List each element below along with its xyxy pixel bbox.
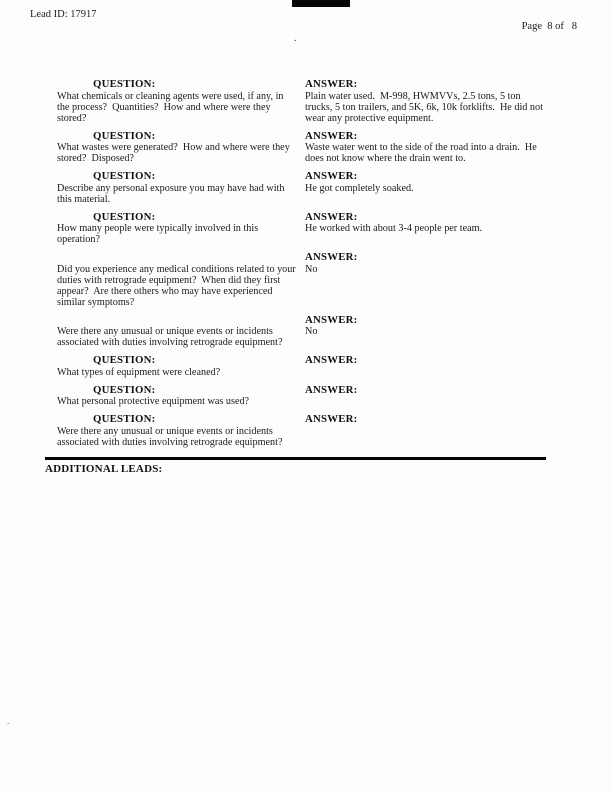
qa-text-line xyxy=(57,396,551,407)
question-label xyxy=(57,251,303,264)
question-label: QUESTION: xyxy=(93,383,156,396)
question-label: QUESTION: xyxy=(93,210,156,223)
answer-text: No xyxy=(305,263,318,275)
question-label xyxy=(57,314,303,327)
qa-item xyxy=(57,170,551,205)
qa-item xyxy=(57,130,551,165)
question-text: What types of equipment were cleaned? xyxy=(57,366,221,378)
qa-text-line xyxy=(57,426,551,448)
question-text: How many people were typically involved in this operation? xyxy=(57,223,261,245)
redaction-bar xyxy=(292,0,350,7)
qa-text-line xyxy=(57,326,551,348)
answer-label: ANSWER: xyxy=(305,78,358,90)
qa-heading-line xyxy=(57,354,551,367)
qa-heading-line xyxy=(57,413,551,426)
question-text: Were there any unusual or unique events or incidents associated with duties involving retrograde equipment? xyxy=(57,425,283,448)
answer-text: He worked with about 3-4 people per team. xyxy=(305,223,483,234)
answer-label: ANSWER: xyxy=(305,129,358,142)
answer-text: Plain water used. M-998, HWMVVs, 2.5 tons, 5 ton trucks, 5 ton trailers, and 5K, 6k, 10k forklifts. He did not wear any protective equipment. xyxy=(305,90,546,124)
question-label: QUESTION: xyxy=(93,413,156,425)
stray-mark-bottom: . xyxy=(7,716,10,726)
question-label: QUESTION: xyxy=(93,78,156,90)
answer-label: ANSWER: xyxy=(305,354,358,366)
answer-text xyxy=(303,426,551,448)
qa-item xyxy=(57,413,551,448)
answer-label: ANSWER: xyxy=(305,251,358,263)
qa-text-line xyxy=(57,264,551,308)
qa-item xyxy=(57,78,551,124)
qa-list xyxy=(45,78,551,475)
question-label: QUESTION: xyxy=(93,129,156,142)
question-label: QUESTION: xyxy=(93,354,156,366)
qa-item xyxy=(57,314,551,349)
qa-heading-line xyxy=(57,251,551,264)
answer-text xyxy=(303,396,551,407)
qa-text-line xyxy=(57,91,551,124)
answer-label: ANSWER: xyxy=(305,210,358,223)
qa-heading-line xyxy=(57,211,551,224)
answer-label: ANSWER: xyxy=(305,413,358,425)
question-text: Did you experience any medical conditions related to your duties with retrograde equipment? When did they first appear? Are there others who may have experienced similar symptoms? xyxy=(57,263,299,308)
answer-label: ANSWER: xyxy=(305,170,358,182)
question-text: What personal protective equipment was used? xyxy=(57,396,250,407)
qa-item xyxy=(57,251,551,308)
page-number: Page 8 of 8 xyxy=(521,21,577,32)
qa-item xyxy=(57,211,551,246)
question-text: What wastes were generated? How and where were they stored? Disposed? xyxy=(57,142,293,164)
answer-text: Waste water went to the side of the road into a drain. He does not know where the drain went to. xyxy=(305,142,540,164)
qa-heading-line xyxy=(57,314,551,327)
qa-text-line xyxy=(57,367,551,378)
question-text: Were there any unusual or unique events or incidents associated with duties involving retrograde equipment? xyxy=(57,326,283,348)
qa-heading-line xyxy=(57,384,551,397)
answer-label: ANSWER: xyxy=(305,383,358,396)
question-text: Describe any personal exposure you may have had with this material. xyxy=(57,182,287,205)
stray-mark: . xyxy=(294,33,297,44)
qa-heading-line xyxy=(57,130,551,143)
qa-item xyxy=(57,384,551,408)
qa-text-line xyxy=(57,223,551,245)
qa-heading-line xyxy=(57,170,551,183)
answer-text: No xyxy=(305,326,318,337)
qa-text-line xyxy=(57,183,551,205)
answer-text: He got completely soaked. xyxy=(305,182,414,194)
answer-label: ANSWER: xyxy=(305,313,358,326)
qa-text-line xyxy=(57,142,551,164)
qa-heading-line xyxy=(57,78,551,91)
additional-leads-heading: ADDITIONAL LEADS: xyxy=(45,462,163,475)
answer-text xyxy=(303,367,551,378)
lead-id: Lead ID: 17917 xyxy=(30,9,97,20)
question-label: QUESTION: xyxy=(93,170,156,182)
question-text: What chemicals or cleaning agents were used, if any, in the process? Quantities? How and where were they stored? xyxy=(57,90,287,124)
section-divider xyxy=(45,457,546,460)
qa-item xyxy=(57,354,551,378)
